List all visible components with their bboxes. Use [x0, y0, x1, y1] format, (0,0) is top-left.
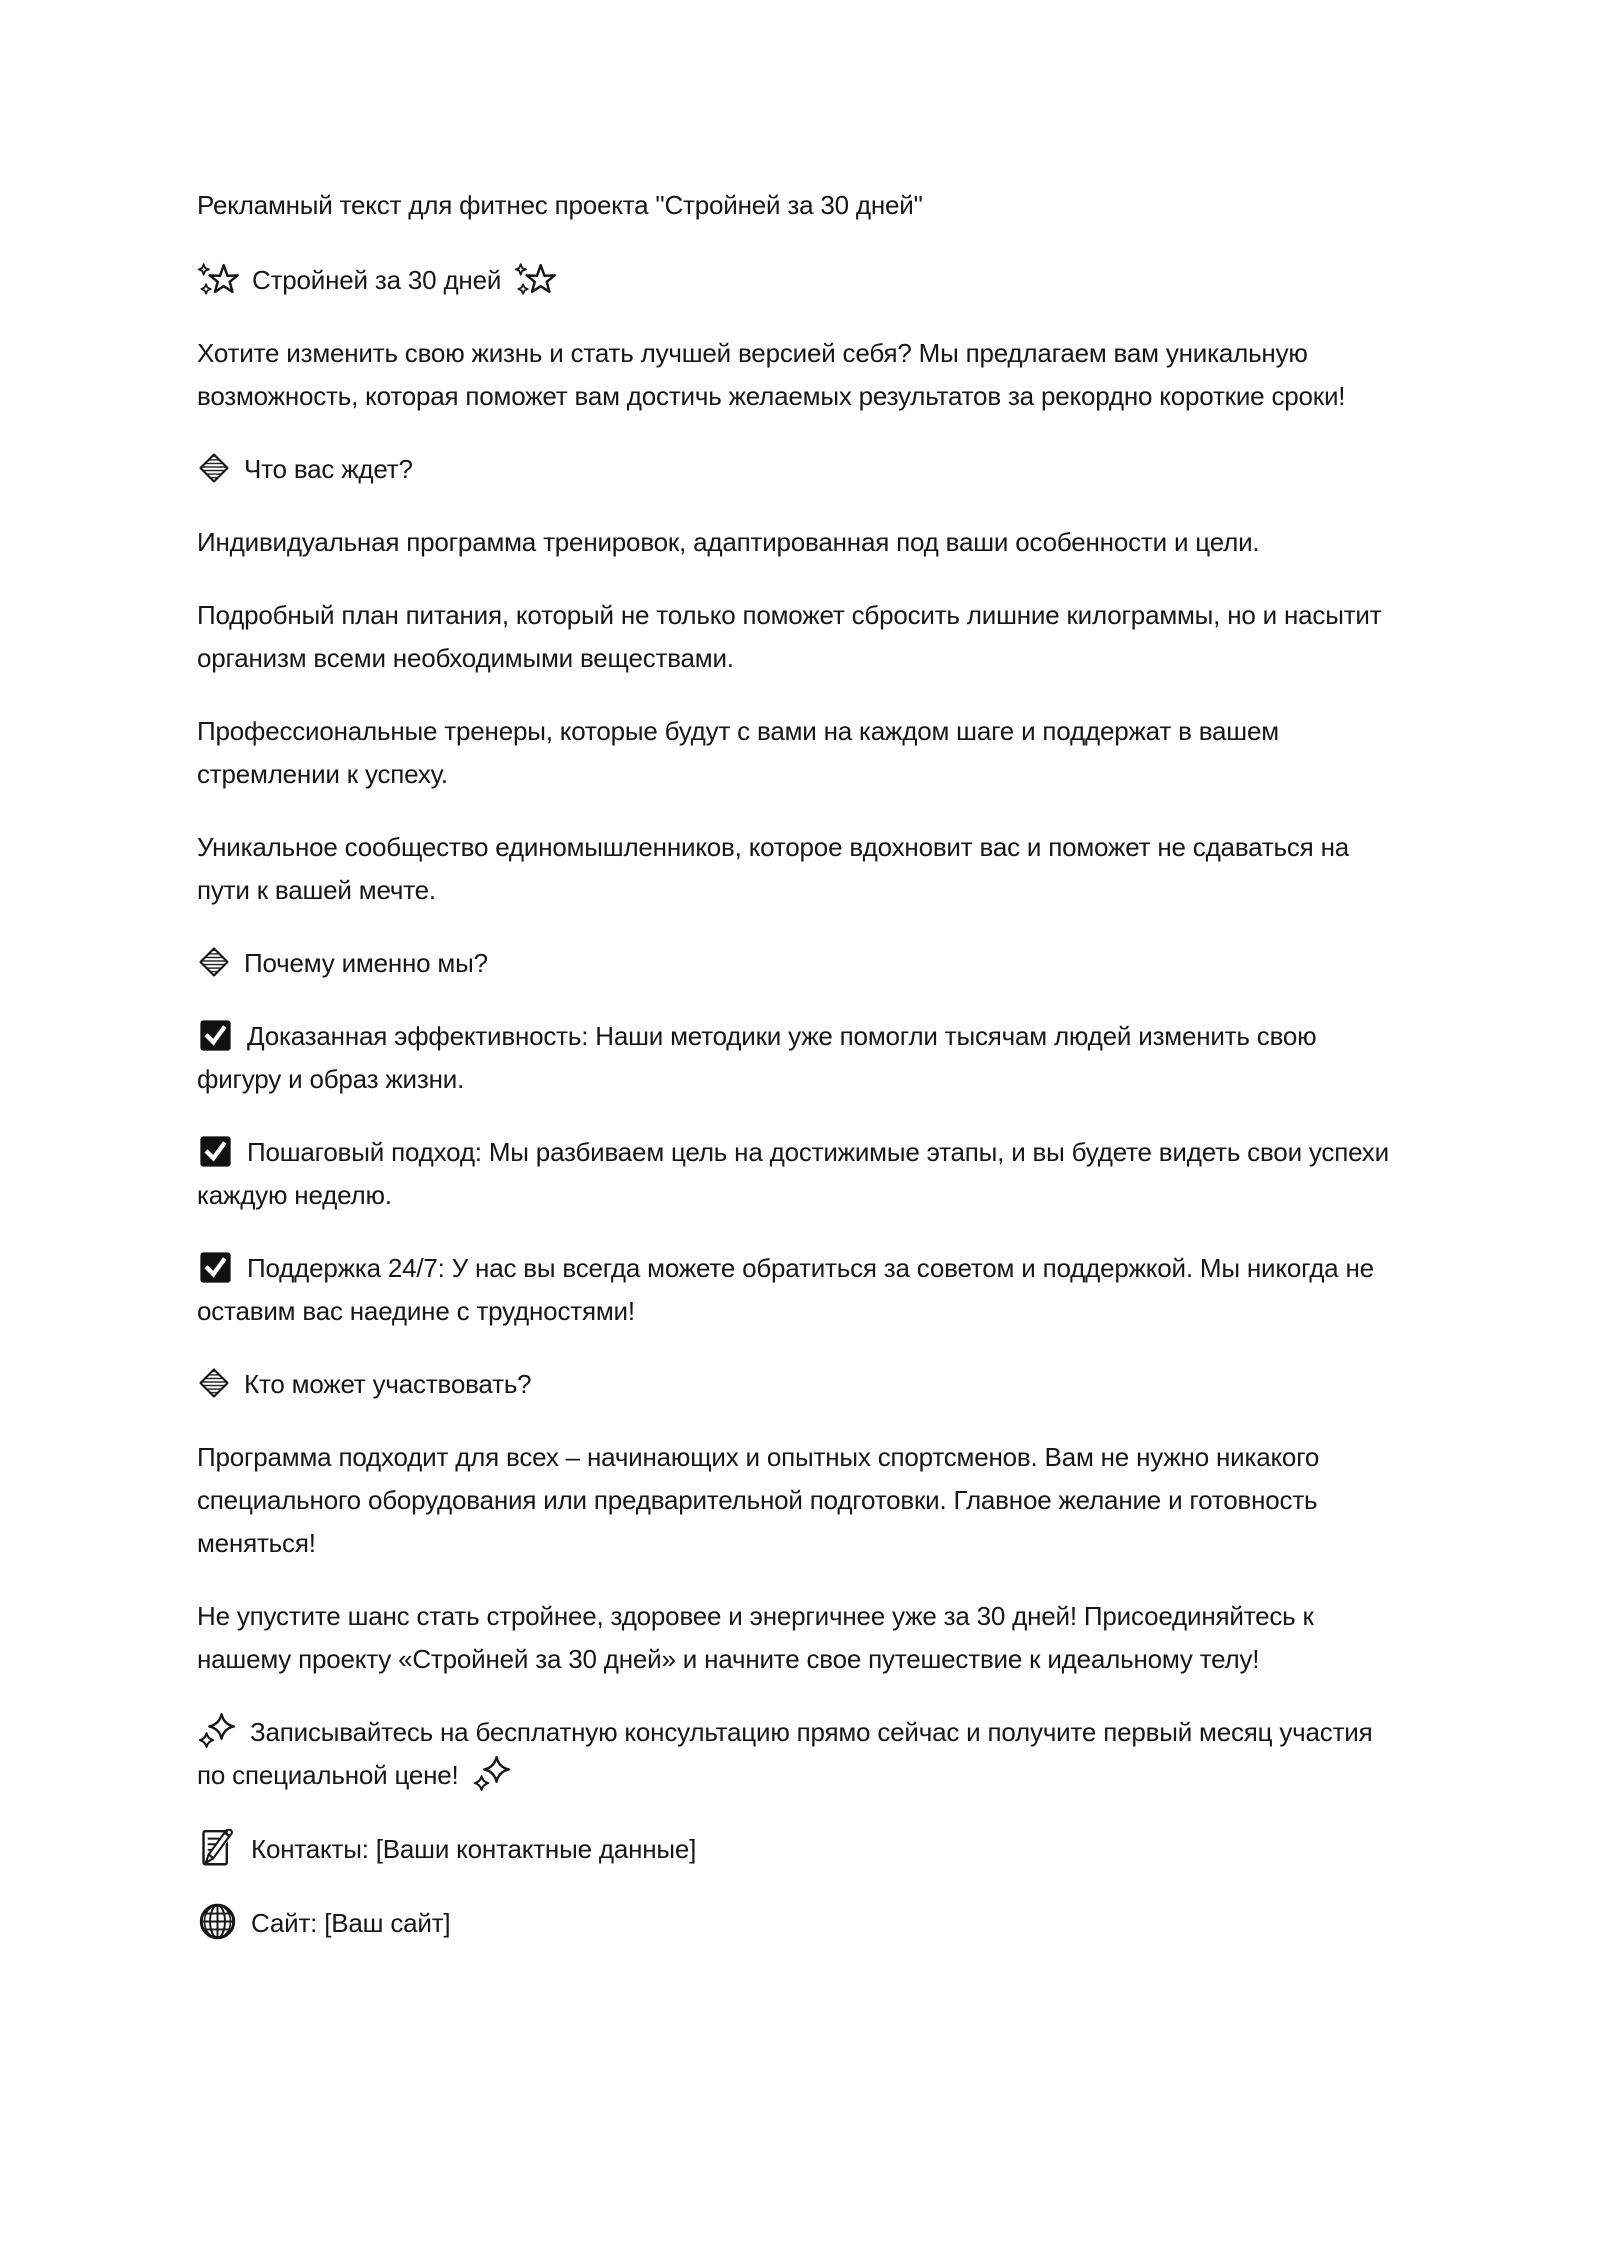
section-heading-text: Что вас ждет?	[244, 454, 413, 484]
contacts-text: Контакты: [Ваши контактные данные]	[251, 1834, 697, 1864]
section-heading-who-can-join	[197, 1363, 1403, 1406]
intro-paragraph: Хотите изменить свою жизнь и стать лучшей версией себя? Мы предлагаем вам уникальную возможность, которая поможет вам достичь желаемых результатов за рекордно короткие сроки!	[197, 338, 1346, 411]
benefit-item	[197, 1247, 1403, 1333]
feature-paragraph: Профессиональные тренеры, которые будут с вами на каждом шаге и поддержат в вашем стремлении к успеху.	[197, 716, 1279, 789]
website-text: Сайт: [Ваш сайт]	[251, 1908, 451, 1938]
brand-heading-text: Стройней за 30 дней	[252, 265, 502, 295]
small-blue-diamond-icon	[197, 1366, 231, 1400]
check-mark-icon	[197, 1249, 234, 1286]
audience-paragraph: Программа подходит для всех – начинающих и опытных спортсменов. Вам не нужно никакого специального оборудования или предварительной подготовки. Главное желание и готовность меняться!	[197, 1442, 1320, 1558]
benefit-item	[197, 1131, 1403, 1217]
globe-icon	[197, 1901, 238, 1942]
section-heading-what-awaits	[197, 448, 1403, 491]
document-title: Рекламный текст для фитнес проекта "Стройней за 30 дней"	[197, 190, 923, 220]
brand-heading	[197, 257, 1403, 302]
benefit-item	[197, 1015, 1403, 1101]
check-mark-icon	[197, 1017, 234, 1054]
feature-paragraph: Уникальное сообщество единомышленников, которое вдохновит вас и поможет не сдаваться на пути к вашей мечте.	[197, 832, 1350, 905]
feature-paragraph: Подробный план питания, который не только поможет сбросить лишние килограммы, но и насытит организм всеми необходимыми веществами.	[197, 600, 1382, 673]
small-blue-diamond-icon	[197, 451, 231, 485]
closing-paragraph: Не упустите шанс стать стройнее, здоровее и энергичнее уже за 30 дней! Присоединяйтесь к нашему проекту «Стройней за 30 дней» и начните свое путешествие к идеальному телу!	[197, 1601, 1314, 1674]
check-mark-icon	[197, 1133, 234, 1170]
website-line	[197, 1901, 1403, 1945]
sparkles-icon	[472, 1754, 512, 1794]
feature-paragraph: Индивидуальная программа тренировок, адаптированная под ваши особенности и цели.	[197, 527, 1260, 557]
section-heading-text: Кто может участвовать?	[244, 1369, 532, 1399]
benefit-text: Пошаговый подход: Мы разбиваем цель на достижимые этапы, и вы будете видеть свои успехи каждую неделю.	[197, 1137, 1389, 1210]
section-heading-text: Почему именно мы?	[244, 948, 488, 978]
glowing-star-icon	[197, 257, 239, 299]
glowing-star-icon	[514, 257, 556, 299]
section-heading-why-us	[197, 942, 1403, 985]
contacts-line	[197, 1827, 1403, 1871]
benefit-text: Доказанная эффективность: Наши методики уже помогли тысячам людей изменить свою фигуру и образ жизни.	[197, 1021, 1317, 1094]
small-blue-diamond-icon	[197, 945, 231, 979]
sparkles-icon	[197, 1711, 237, 1751]
cta-paragraph	[197, 1711, 1403, 1797]
benefit-text: Поддержка 24/7: У нас вы всегда можете обратиться за советом и поддержкой. Мы никогда не оставим вас наедине с трудностями!	[197, 1253, 1374, 1326]
memo-icon	[197, 1827, 238, 1868]
cta-text: Записывайтесь на бесплатную консультацию прямо сейчас и получите первый месяц участия по специальной цене!	[197, 1717, 1373, 1790]
